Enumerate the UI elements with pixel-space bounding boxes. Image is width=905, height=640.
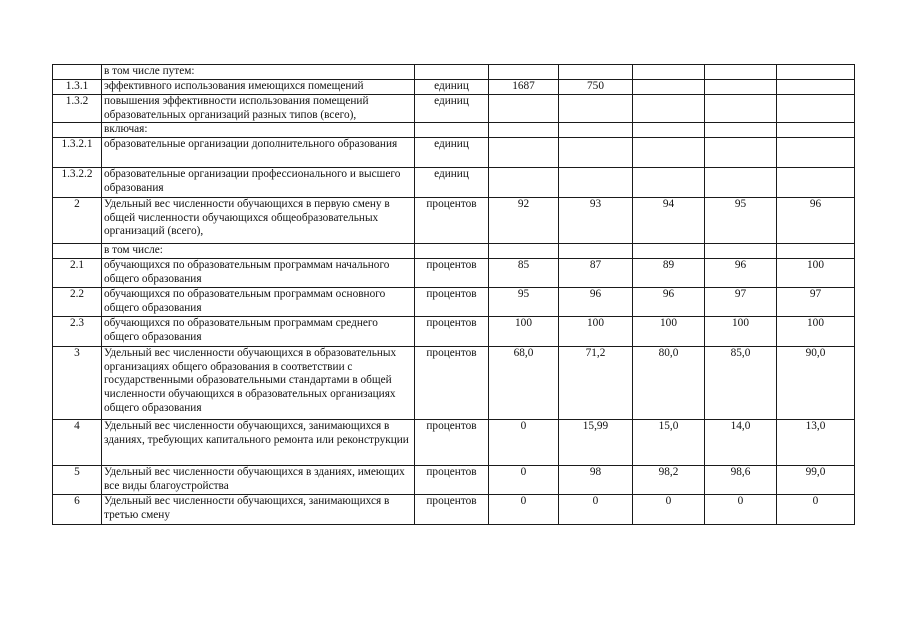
value-cell — [777, 80, 855, 95]
value-cell: 15,99 — [559, 420, 633, 466]
value-cell — [633, 80, 705, 95]
indicator-name: эффективного использования имеющихся помещений — [102, 80, 415, 95]
value-cell: 90,0 — [777, 347, 855, 420]
value-cell: 1687 — [489, 80, 559, 95]
value-cell — [705, 138, 777, 168]
value-cell: 0 — [489, 420, 559, 466]
row-number — [53, 244, 102, 259]
value-cell: 100 — [705, 317, 777, 347]
row-number: 2.3 — [53, 317, 102, 347]
value-cell — [633, 168, 705, 198]
table-row — [53, 259, 855, 288]
table-row — [53, 138, 855, 168]
unit-cell: процентов — [415, 347, 489, 420]
unit-cell: единиц — [415, 168, 489, 198]
table-row — [53, 95, 855, 123]
value-cell: 0 — [559, 495, 633, 525]
value-cell: 13,0 — [777, 420, 855, 466]
row-number: 1.3.2 — [53, 95, 102, 123]
unit-cell: процентов — [415, 495, 489, 525]
indicator-name: Удельный вес численности обучающихся в зданиях, имеющих все виды благоустройства — [102, 466, 415, 495]
table-row — [53, 420, 855, 466]
unit-cell: единиц — [415, 138, 489, 168]
value-cell — [559, 244, 633, 259]
value-cell — [705, 80, 777, 95]
value-cell: 85,0 — [705, 347, 777, 420]
value-cell: 96 — [633, 288, 705, 317]
value-cell: 71,2 — [559, 347, 633, 420]
row-number — [53, 65, 102, 80]
value-cell: 99,0 — [777, 466, 855, 495]
unit-cell: единиц — [415, 95, 489, 123]
value-cell: 750 — [559, 80, 633, 95]
unit-cell: процентов — [415, 466, 489, 495]
indicator-name: образовательные организации профессионального и высшего образования — [102, 168, 415, 198]
value-cell: 98,2 — [633, 466, 705, 495]
value-cell — [705, 168, 777, 198]
value-cell: 100 — [777, 259, 855, 288]
value-cell — [489, 138, 559, 168]
row-number: 1.3.1 — [53, 80, 102, 95]
value-cell — [559, 138, 633, 168]
table-row — [53, 495, 855, 525]
value-cell: 0 — [489, 466, 559, 495]
value-cell: 0 — [489, 495, 559, 525]
value-cell: 94 — [633, 198, 705, 244]
value-cell — [559, 123, 633, 138]
value-cell: 15,0 — [633, 420, 705, 466]
value-cell: 0 — [705, 495, 777, 525]
value-cell: 92 — [489, 198, 559, 244]
unit-cell: единиц — [415, 80, 489, 95]
value-cell: 85 — [489, 259, 559, 288]
row-number: 2.2 — [53, 288, 102, 317]
value-cell — [489, 168, 559, 198]
value-cell — [777, 123, 855, 138]
indicator-name: обучающихся по образовательным программам среднего общего образования — [102, 317, 415, 347]
value-cell: 98 — [559, 466, 633, 495]
unit-cell: процентов — [415, 259, 489, 288]
indicator-name: включая: — [102, 123, 415, 138]
value-cell: 97 — [705, 288, 777, 317]
value-cell — [633, 95, 705, 123]
unit-cell — [415, 65, 489, 80]
value-cell — [777, 244, 855, 259]
value-cell: 96 — [559, 288, 633, 317]
value-cell — [559, 168, 633, 198]
value-cell — [777, 65, 855, 80]
indicator-name: Удельный вес численности обучающихся, занимающихся в третью смену — [102, 495, 415, 525]
value-cell: 96 — [705, 259, 777, 288]
indicator-name: в том числе путем: — [102, 65, 415, 80]
value-cell: 100 — [559, 317, 633, 347]
value-cell: 100 — [777, 317, 855, 347]
indicator-name: в том числе: — [102, 244, 415, 259]
row-number: 2 — [53, 198, 102, 244]
indicator-name: повышения эффективности использования помещений образовательных организаций разных типов (всего), — [102, 95, 415, 123]
table-row — [53, 168, 855, 198]
table-body — [53, 65, 855, 525]
value-cell — [489, 244, 559, 259]
value-cell — [777, 95, 855, 123]
value-cell: 68,0 — [489, 347, 559, 420]
value-cell — [705, 65, 777, 80]
value-cell: 89 — [633, 259, 705, 288]
indicator-name: Удельный вес численности обучающихся, занимающихся в зданиях, требующих капитального ремонта или реконструкции — [102, 420, 415, 466]
table-row — [53, 244, 855, 259]
value-cell: 95 — [705, 198, 777, 244]
value-cell — [705, 95, 777, 123]
unit-cell — [415, 244, 489, 259]
indicator-name: Удельный вес численности обучающихся в образовательных организациях общего образования в соответствии с государственными образовательными стандартами в общей численности обучающихся в образовательных организациях общего образования — [102, 347, 415, 420]
table-row — [53, 123, 855, 138]
value-cell — [489, 123, 559, 138]
value-cell — [489, 65, 559, 80]
unit-cell: процентов — [415, 420, 489, 466]
value-cell: 98,6 — [705, 466, 777, 495]
row-number: 4 — [53, 420, 102, 466]
unit-cell: процентов — [415, 288, 489, 317]
value-cell: 93 — [559, 198, 633, 244]
indicator-name: обучающихся по образовательным программам основного общего образования — [102, 288, 415, 317]
value-cell: 14,0 — [705, 420, 777, 466]
unit-cell: процентов — [415, 198, 489, 244]
value-cell: 0 — [633, 495, 705, 525]
value-cell: 97 — [777, 288, 855, 317]
row-number: 3 — [53, 347, 102, 420]
unit-cell — [415, 123, 489, 138]
value-cell — [633, 138, 705, 168]
row-number — [53, 123, 102, 138]
value-cell: 96 — [777, 198, 855, 244]
value-cell — [559, 65, 633, 80]
row-number: 6 — [53, 495, 102, 525]
indicator-name: обучающихся по образовательным программам начального общего образования — [102, 259, 415, 288]
value-cell: 0 — [777, 495, 855, 525]
indicator-name: Удельный вес численности обучающихся в первую смену в общей численности обучающихся общеобразовательных организаций (всего), — [102, 198, 415, 244]
value-cell: 87 — [559, 259, 633, 288]
value-cell — [633, 244, 705, 259]
table-row — [53, 347, 855, 420]
value-cell — [777, 168, 855, 198]
row-number: 1.3.2.2 — [53, 168, 102, 198]
value-cell: 100 — [633, 317, 705, 347]
value-cell — [633, 123, 705, 138]
table-row — [53, 466, 855, 495]
indicator-name: образовательные организации дополнительного образования — [102, 138, 415, 168]
value-cell — [559, 95, 633, 123]
table-row — [53, 198, 855, 244]
table-row — [53, 65, 855, 80]
value-cell: 95 — [489, 288, 559, 317]
table-row — [53, 288, 855, 317]
unit-cell: процентов — [415, 317, 489, 347]
value-cell — [705, 123, 777, 138]
value-cell: 100 — [489, 317, 559, 347]
table-row — [53, 80, 855, 95]
value-cell: 80,0 — [633, 347, 705, 420]
row-number: 5 — [53, 466, 102, 495]
value-cell — [705, 244, 777, 259]
indicators-table — [52, 64, 855, 525]
value-cell — [777, 138, 855, 168]
value-cell — [633, 65, 705, 80]
table-row — [53, 317, 855, 347]
value-cell — [489, 95, 559, 123]
row-number: 2.1 — [53, 259, 102, 288]
row-number: 1.3.2.1 — [53, 138, 102, 168]
